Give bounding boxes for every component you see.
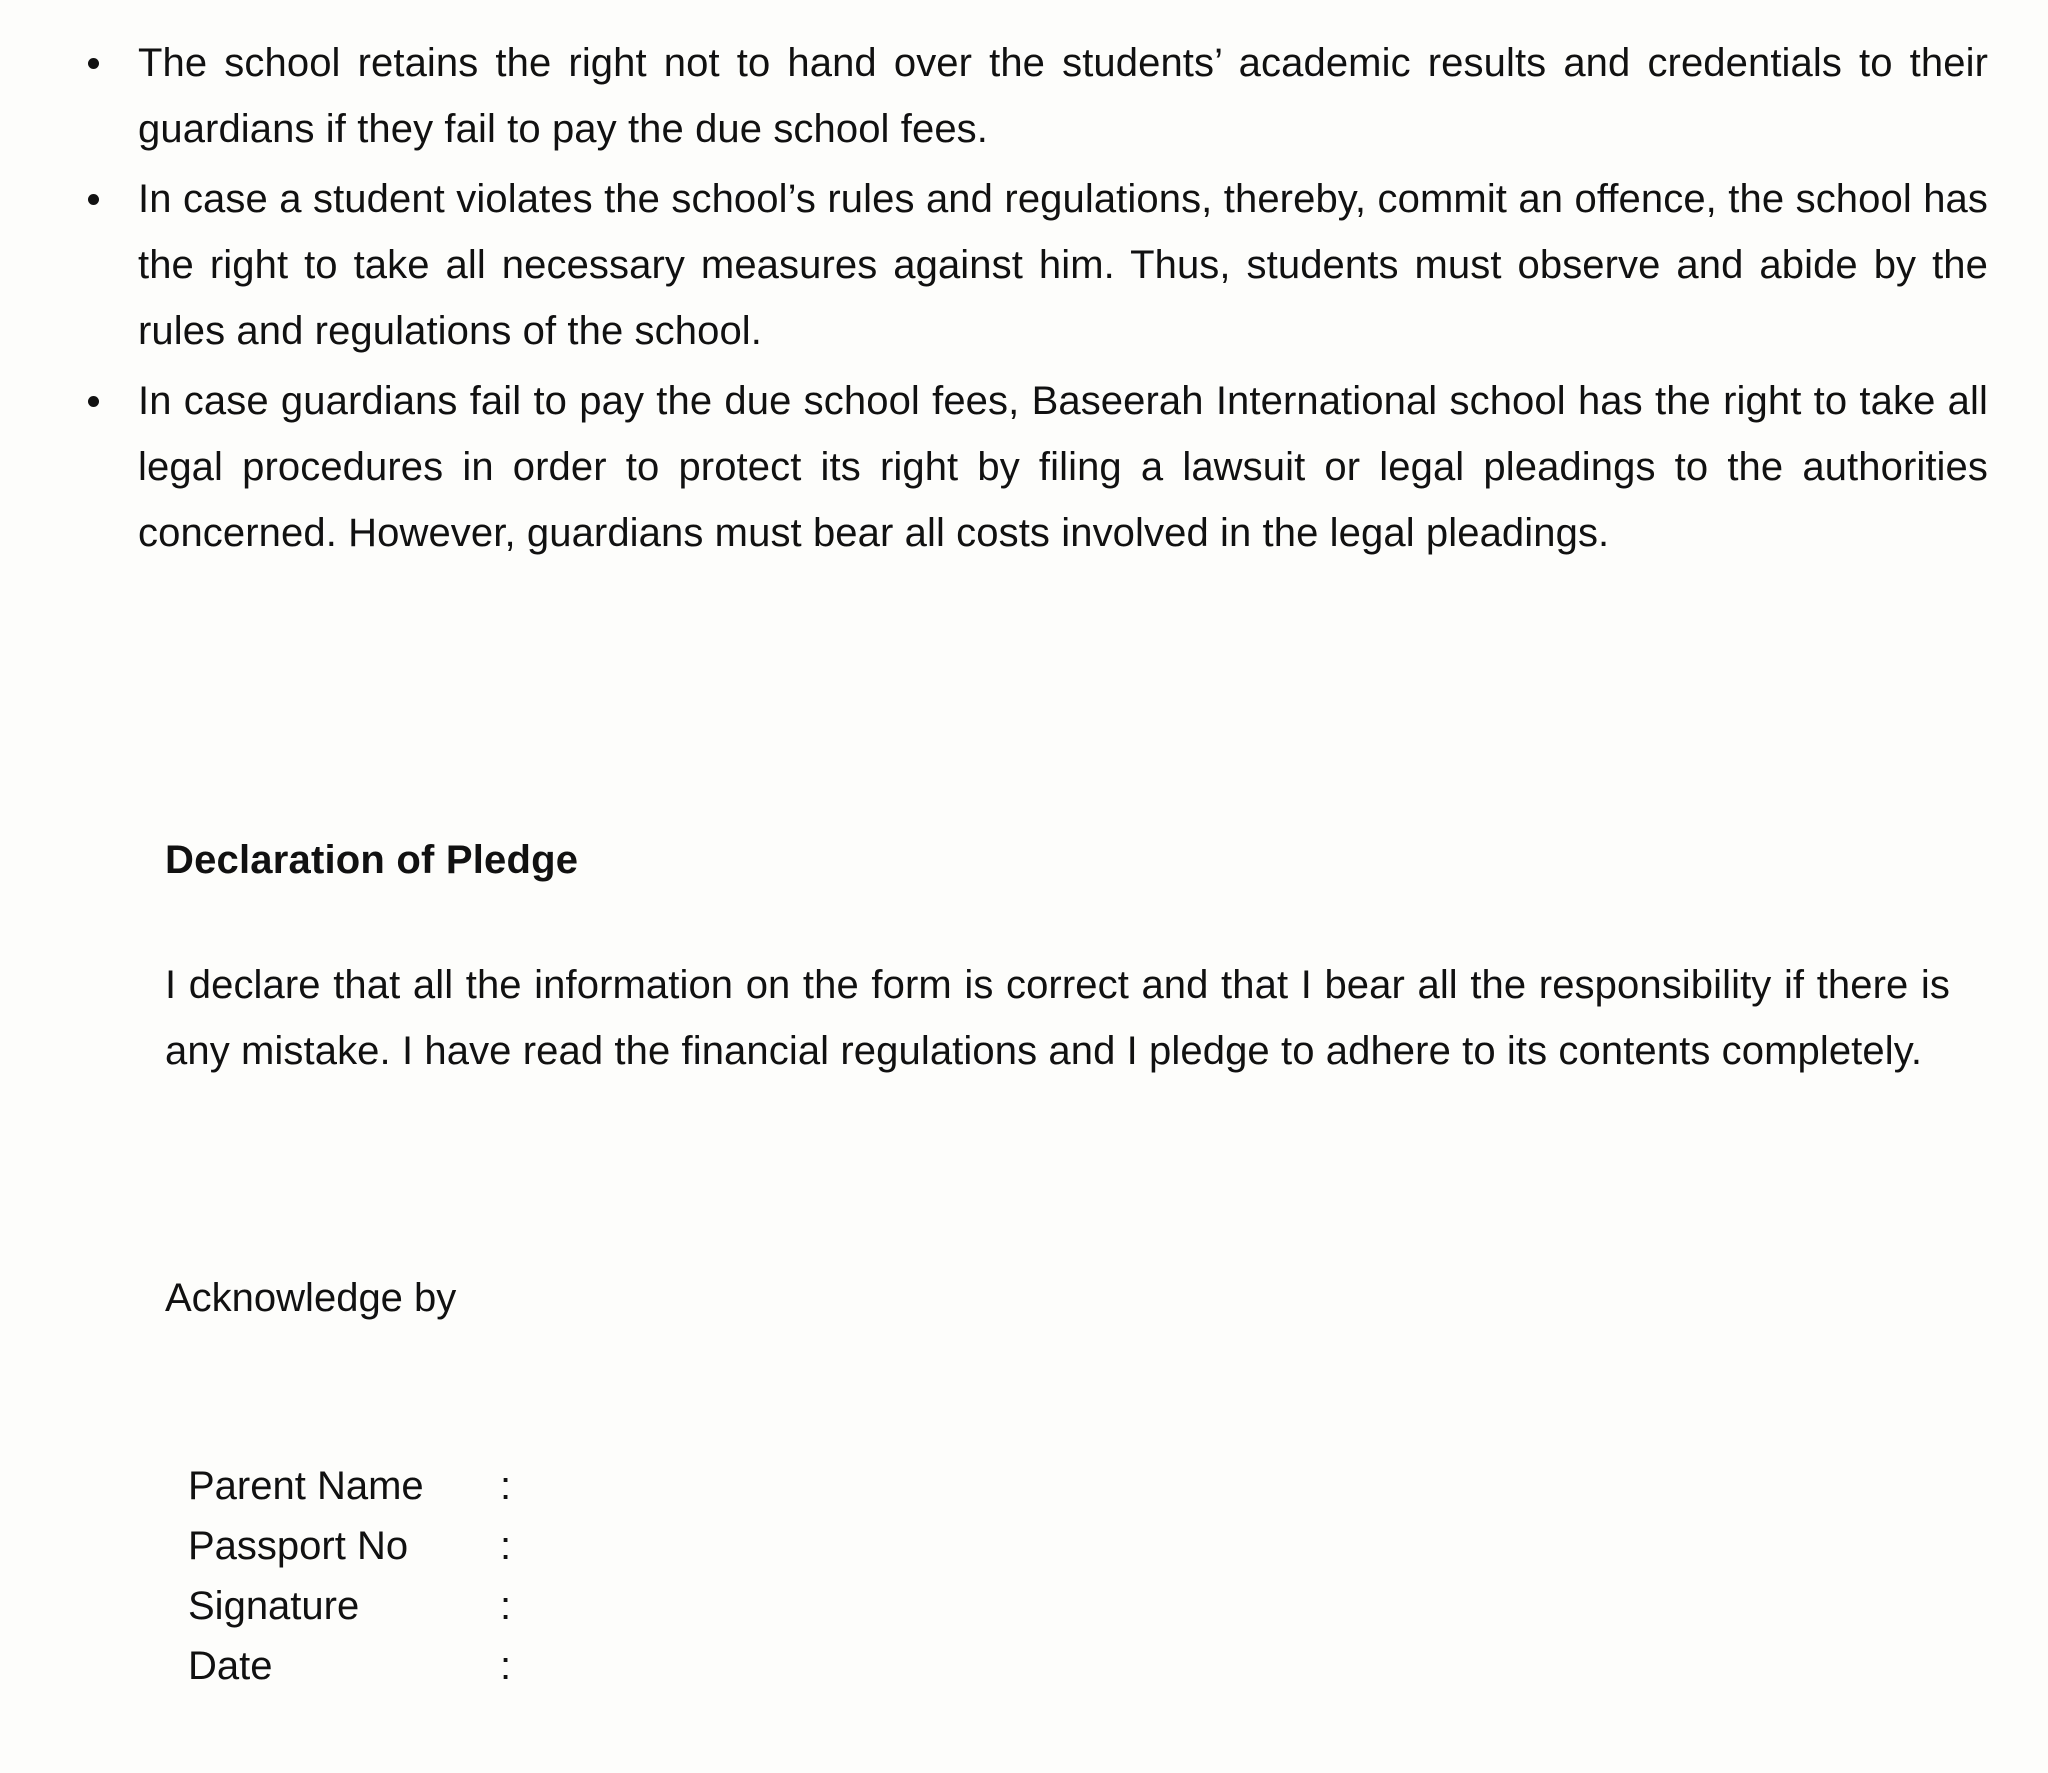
bullet-text: In case a student violates the school’s rules and regulations, thereby, commit an offence, the school has the right to take all necessary measures against him. Thus, students must observe and abide by the rules and regulations of the school. bbox=[138, 177, 1988, 353]
field-separator: : bbox=[500, 1464, 512, 1508]
list-item bbox=[60, 30, 1988, 162]
field-separator: : bbox=[500, 1584, 512, 1628]
declaration-body-text: I declare that all the information on the form is correct and that I bear all the responsibility if there is any mistake. I have read the financial regulations and I pledge to adhere to its contents completely. bbox=[165, 963, 1950, 1073]
field-row-signature bbox=[188, 1576, 1988, 1636]
field-label: Signature bbox=[188, 1584, 360, 1628]
acknowledge-by-label: Acknowledge by bbox=[165, 1276, 457, 1320]
list-item bbox=[60, 166, 1988, 364]
acknowledge-fields-list bbox=[60, 1456, 1988, 1696]
bullet-dot-icon bbox=[88, 396, 99, 407]
field-row-parent-name bbox=[188, 1456, 1988, 1516]
field-label: Passport No bbox=[188, 1524, 409, 1568]
bullet-dot-icon bbox=[88, 58, 99, 69]
bullet-text: In case guardians fail to pay the due school fees, Baseerah International school has the right to take all legal procedures in order to protect its right by filing a lawsuit or legal pleadings to the authorities concerned. However, guardians must bear all costs involved in the legal pleadings. bbox=[138, 379, 1988, 555]
field-label: Date bbox=[188, 1644, 273, 1688]
field-label: Parent Name bbox=[188, 1464, 424, 1508]
field-row-passport-no bbox=[188, 1516, 1988, 1576]
field-separator: : bbox=[500, 1524, 512, 1568]
fields-spacer bbox=[60, 1326, 1988, 1456]
page-title: Declaration of Pledge bbox=[165, 838, 579, 882]
bullet-text: The school retains the right not to hand over the students’ academic results and credentials to their guardians if they fail to pay the due school fees. bbox=[138, 41, 1988, 151]
heading-spacer bbox=[60, 888, 1988, 952]
acknowledge-spacer bbox=[60, 1084, 1988, 1270]
bullet-dot-icon bbox=[88, 194, 99, 205]
list-item bbox=[60, 368, 1988, 566]
field-row-date bbox=[188, 1636, 1988, 1696]
field-separator: : bbox=[500, 1644, 512, 1688]
terms-bullet-list bbox=[60, 30, 1988, 566]
section-spacer bbox=[60, 570, 1988, 832]
